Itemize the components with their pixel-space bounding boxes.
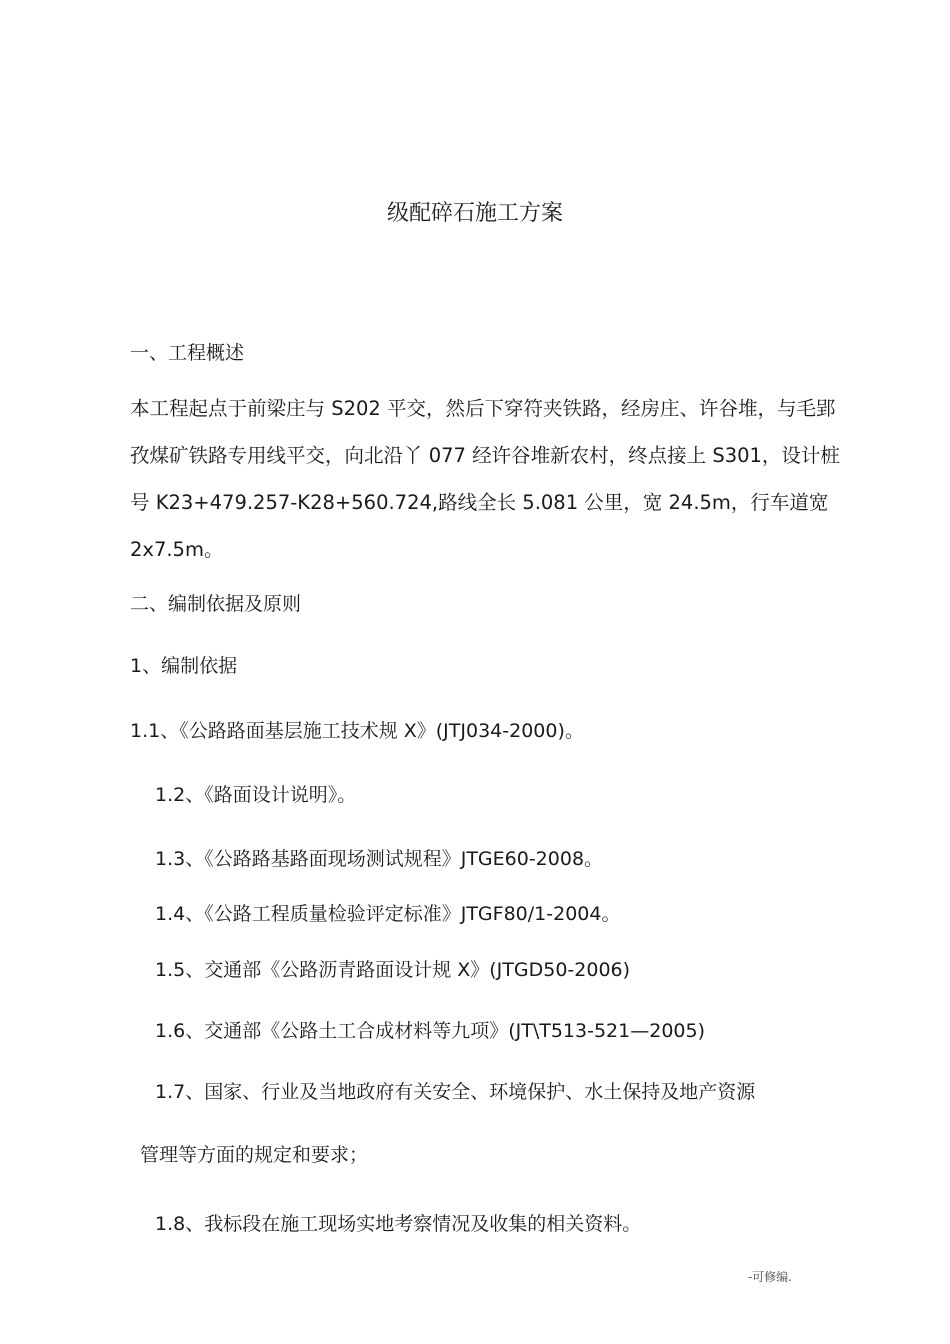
list-item: 1.7、国家、行业及当地政府有关安全、环境保护、水土保持及地产资源 xyxy=(155,1081,756,1103)
list-item: 1.2、《路面设计说明》。 xyxy=(155,784,357,806)
document-title: 级配碎石施工方案 xyxy=(386,201,563,226)
paragraph-line: 孜煤矿铁路专用线平交，向北沿丫 077 经许谷堆新农村，终点接上 S301，设计桩 xyxy=(130,444,840,467)
paragraph-line: 本工程起点于前梁庄与 S202 平交，然后下穿符夹铁路，经房庄、许谷堆，与毛郢 xyxy=(130,397,836,420)
list-item: 1.8、我标段在施工现场实地考察情况及收集的相关资料。 xyxy=(155,1213,642,1235)
list-item: 1.4、《公路工程质量检验评定标准》JTGF80/1-2004。 xyxy=(155,903,621,925)
list-item: 1.5、交通部《公路沥青路面设计规 X》(JTGD50-2006) xyxy=(155,959,631,981)
footer-note: -可修编. xyxy=(748,1270,792,1284)
paragraph-line: 2x7.5m。 xyxy=(130,538,224,561)
subsection-heading: 1、编制依据 xyxy=(130,655,238,677)
list-item-continuation: 管理等方面的规定和要求； xyxy=(140,1144,369,1166)
paragraph-line: 号 K23+479.257-K28+560.724,路线全长 5.081 公里，宽 24.5m，行车道宽 xyxy=(130,491,829,514)
list-item: 1.1、《公路路面基层施工技术规 X》(JTJ034-2000)。 xyxy=(130,720,584,742)
section-heading-overview: 一、工程概述 xyxy=(130,342,245,364)
list-item: 1.6、交通部《公路土工合成材料等九项》(JT\T513-521—2005) xyxy=(155,1020,705,1042)
list-item: 1.3、《公路路基路面现场测试规程》JTGE60-2008。 xyxy=(155,848,604,870)
section-heading-basis: 二、编制依据及原则 xyxy=(130,593,302,615)
